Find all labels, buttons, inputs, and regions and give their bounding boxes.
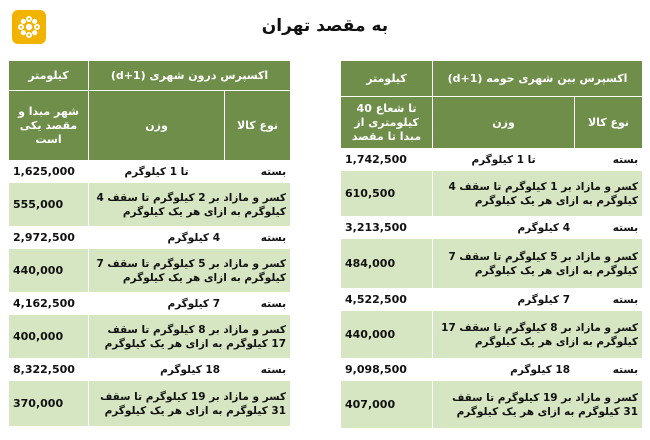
surcharge-cell: کسر و مازاد بر 5 کیلوگرم تا سقف 7 کیلوگرم به ازای هر یک کیلوگرم	[433, 239, 643, 289]
price-cell: 9,098,500	[341, 359, 433, 381]
table-row	[9, 315, 291, 359]
weight-cell: تا 1 کیلوگرم	[89, 161, 225, 183]
weight-cell: تا 1 کیلوگرم	[433, 149, 575, 171]
table-row	[9, 227, 291, 249]
price-cell: 400,000	[9, 315, 89, 359]
intracity-title: اکسپرس درون شهری (d+1)	[89, 61, 291, 91]
price-cell: 1,742,500	[341, 149, 433, 171]
surcharge-cell: کسر و مازاد بر 8 کیلوگرم تا سقف 17 کیلوگرم به ازای هر یک کیلوگرم	[433, 311, 643, 359]
weight-cell: 7 کیلوگرم	[433, 289, 575, 311]
price-cell: 3,213,500	[341, 217, 433, 239]
weight-cell: 4 کیلوگرم	[89, 227, 225, 249]
table-row	[9, 381, 291, 427]
price-cell: 4,162,500	[9, 293, 89, 315]
table-subheader-row	[9, 91, 291, 161]
col-distance-header: شهر مبدا و مقصد یکی است	[9, 91, 89, 161]
type-cell: بسته	[225, 227, 291, 249]
table-row	[341, 311, 643, 359]
price-cell: 2,972,500	[9, 227, 89, 249]
table-row	[9, 249, 291, 293]
surcharge-cell: کسر و مازاد بر 2 کیلوگرم تا سقف 4 کیلوگرم به ازای هر یک کیلوگرم	[89, 183, 291, 227]
unit-label: کیلومتر	[341, 61, 433, 97]
surcharge-cell: کسر و مازاد بر 8 کیلوگرم تا سقف 17 کیلوگرم به ازای هر یک کیلوگرم	[89, 315, 291, 359]
col-type-header: نوع کالا	[575, 97, 643, 149]
table-row	[9, 359, 291, 381]
col-weight-header: وزن	[89, 91, 225, 161]
intracity-rate-table	[8, 60, 291, 427]
type-cell: بسته	[225, 161, 291, 183]
surcharge-cell: کسر و مازاد بر 19 کیلوگرم تا سقف 31 کیلوگرم به ازای هر یک کیلوگرم	[89, 381, 291, 427]
table-row	[341, 171, 643, 217]
unit-label: کیلومتر	[9, 61, 89, 91]
intercity-rate-table	[340, 60, 643, 429]
page-title: به مقصد تهران	[261, 16, 389, 36]
price-cell: 484,000	[341, 239, 433, 289]
type-cell: بسته	[575, 217, 643, 239]
table-row	[341, 381, 643, 429]
type-cell: بسته	[225, 359, 291, 381]
table-row	[341, 149, 643, 171]
weight-cell: 7 کیلوگرم	[89, 293, 225, 315]
table-subheader-row	[341, 97, 643, 149]
type-cell: بسته	[575, 289, 643, 311]
table-row	[9, 183, 291, 227]
price-cell: 610,500	[341, 171, 433, 217]
price-cell: 4,522,500	[341, 289, 433, 311]
type-cell: بسته	[575, 359, 643, 381]
intercity-title: اکسپرس بین شهری حومه (d+1)	[433, 61, 643, 97]
table-row	[341, 359, 643, 381]
table-row	[341, 289, 643, 311]
type-cell: بسته	[225, 293, 291, 315]
col-distance-header: تا شعاع 40 کیلومتری از مبدا تا مقصد	[341, 97, 433, 149]
weight-cell: 18 کیلوگرم	[89, 359, 225, 381]
price-cell: 555,000	[9, 183, 89, 227]
weight-cell: 4 کیلوگرم	[433, 217, 575, 239]
table-row	[341, 217, 643, 239]
price-cell: 1,625,000	[9, 161, 89, 183]
table-header-row	[9, 61, 291, 91]
table-header-row	[341, 61, 643, 97]
type-cell: بسته	[575, 149, 643, 171]
weight-cell: 18 کیلوگرم	[433, 359, 575, 381]
price-cell: 370,000	[9, 381, 89, 427]
col-weight-header: وزن	[433, 97, 575, 149]
price-cell: 407,000	[341, 381, 433, 429]
table-row	[9, 161, 291, 183]
price-cell: 440,000	[341, 311, 433, 359]
surcharge-cell: کسر و مازاد بر 19 کیلوگرم تا سقف 31 کیلوگرم به ازای هر یک کیلوگرم	[433, 381, 643, 429]
surcharge-cell: کسر و مازاد بر 5 کیلوگرم تا سقف 7 کیلوگرم به ازای هر یک کیلوگرم	[89, 249, 291, 293]
surcharge-cell: کسر و مازاد بر 1 کیلوگرم تا سقف 4 کیلوگرم به ازای هر یک کیلوگرم	[433, 171, 643, 217]
col-type-header: نوع کالا	[225, 91, 291, 161]
price-cell: 440,000	[9, 249, 89, 293]
table-row	[341, 239, 643, 289]
price-cell: 8,322,500	[9, 359, 89, 381]
table-row	[9, 293, 291, 315]
